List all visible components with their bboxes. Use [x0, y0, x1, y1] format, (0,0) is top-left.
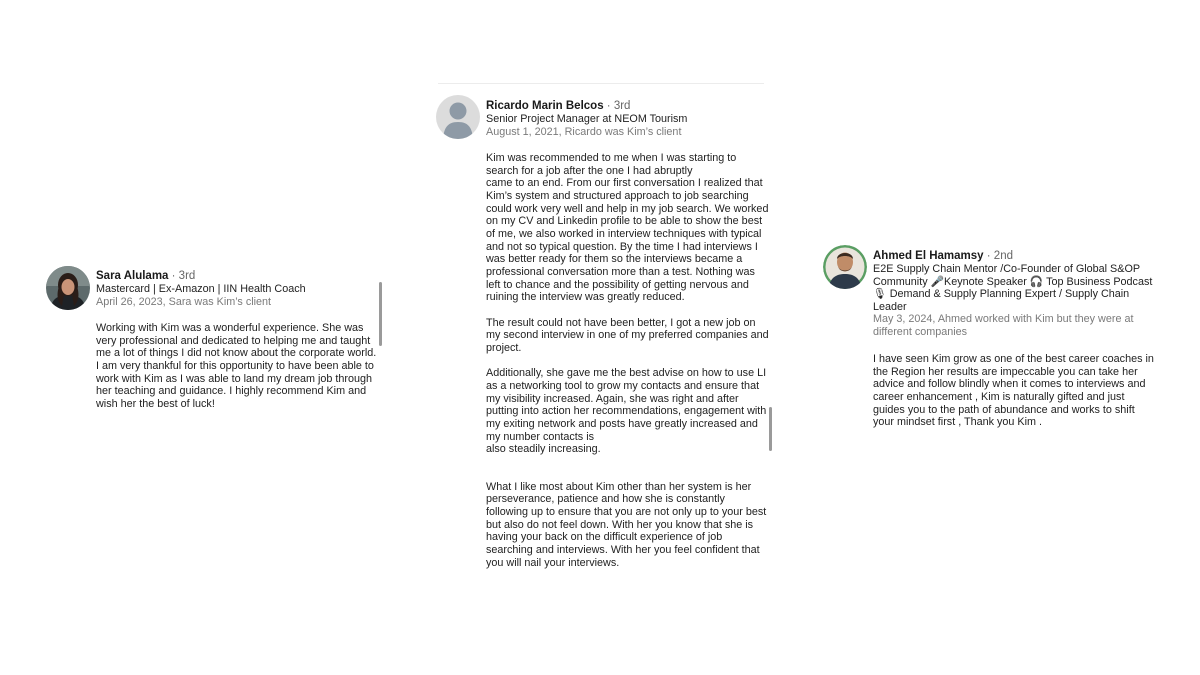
profile-photo-ahmed — [823, 245, 867, 289]
avatar-ricardo[interactable] — [436, 95, 480, 139]
recommendation-paragraph: The result could not have been better, I got a new job on my second interview in one of my preferred companies and project. — [486, 316, 769, 354]
recommendation-date: August 1, 2021, Ricardo was Kim’s client — [486, 125, 682, 138]
recommender-name[interactable]: Sara Alulama — [96, 270, 169, 282]
default-avatar-icon — [436, 95, 480, 139]
recommendation-paragraph: Working with Kim was a wonderful experience. She was very professional and dedicated to helping me and taught me a lot of things I did not know about the corporate world. I am very thankful for this opportunity to have been able to work with Kim as I was able to land my dream job through her teaching and guidance. I highly recommend Kim and wish her the best of luck! — [96, 322, 377, 410]
recommendation-text — [486, 152, 769, 582]
scrollbar-thumb[interactable] — [379, 282, 382, 346]
connection-degree: · 2nd — [986, 250, 1013, 262]
recommender-headline: Mastercard | Ex-Amazon | IIN Health Coach — [96, 283, 306, 295]
connection-degree: · 3rd — [171, 270, 196, 282]
recommendation-date: April 26, 2023, Sara was Kim’s client — [96, 295, 272, 308]
recommendation-paragraph: Kim was recommended to me when I was starting to search for a job after the one I had abruptly came to an end. From our first conversation I realized that Kim’s system and structured approach to job searching could work very well and help in my job search. We worked on my CV and Linkedin profile to be able to show the best of me, we also worked in interview techniques with typical and not so typical question. By the time I had interviews I was better ready for them so the interviews became a professional conversation more than a test. Nothing was left to chance and the possibility of getting nervous and ruining the interview was greatly reduced. — [486, 152, 769, 304]
connection-degree: · 3rd — [606, 100, 631, 112]
recommendation-text — [96, 322, 378, 423]
recommendation-paragraph: Additionally, she gave me the best advise on how to use LI as a networking tool to grow my contacts and ensure that my visibility increased. Again, she was right and after putting into action her recommendations, engagement with my exiting network and posts have greatly increased and my number contacts is also steadily increasing. — [486, 367, 767, 456]
recommendation-paragraph: I have seen Kim grow as one of the best career coaches in the Region her results are impeccable you can take her advice and follow blindly when it comes to interviews and career enhancement , Kim is naturally gifted and just guides you to the path of abundance and works to shift your mindset first , Thank you Kim . — [873, 353, 1154, 429]
recommendation-text — [873, 353, 1155, 442]
recommender-headline: E2E Supply Chain Mentor /Co-Founder of Global S&OP Community 🎤Keynote Speaker 🎧 Top Business Podcast 🎙 Demand & Supply Planning Expert / Supply Chain Leader — [873, 263, 1153, 313]
recommender-name[interactable]: Ricardo Marin Belcos — [486, 100, 604, 112]
divider — [438, 83, 764, 84]
recommender-name[interactable]: Ahmed El Hamamsy — [873, 250, 984, 262]
avatar-sara[interactable] — [46, 266, 90, 310]
profile-photo-sara — [46, 266, 90, 310]
recommendation-card-ricardo — [436, 95, 776, 595]
scrollbar-thumb[interactable] — [769, 407, 772, 451]
recommendation-card-sara — [46, 266, 386, 436]
avatar-ahmed[interactable] — [823, 245, 867, 289]
recommendation-card-ahmed — [823, 245, 1163, 445]
recommendation-paragraph: What I like most about Kim other than her system is her perseverance, patience and how she is constantly following up to ensure that you are not only up to your best but also do not feel down. With her you know that she is having your back on the difficult experience of job searching and interviews. With her you feel confident that you will nail your interviews. — [486, 480, 767, 569]
recommender-headline: Senior Project Manager at NEOM Tourism — [486, 113, 688, 125]
recommendation-date: May 3, 2024, Ahmed worked with Kim but they were at different companies — [873, 313, 1134, 338]
